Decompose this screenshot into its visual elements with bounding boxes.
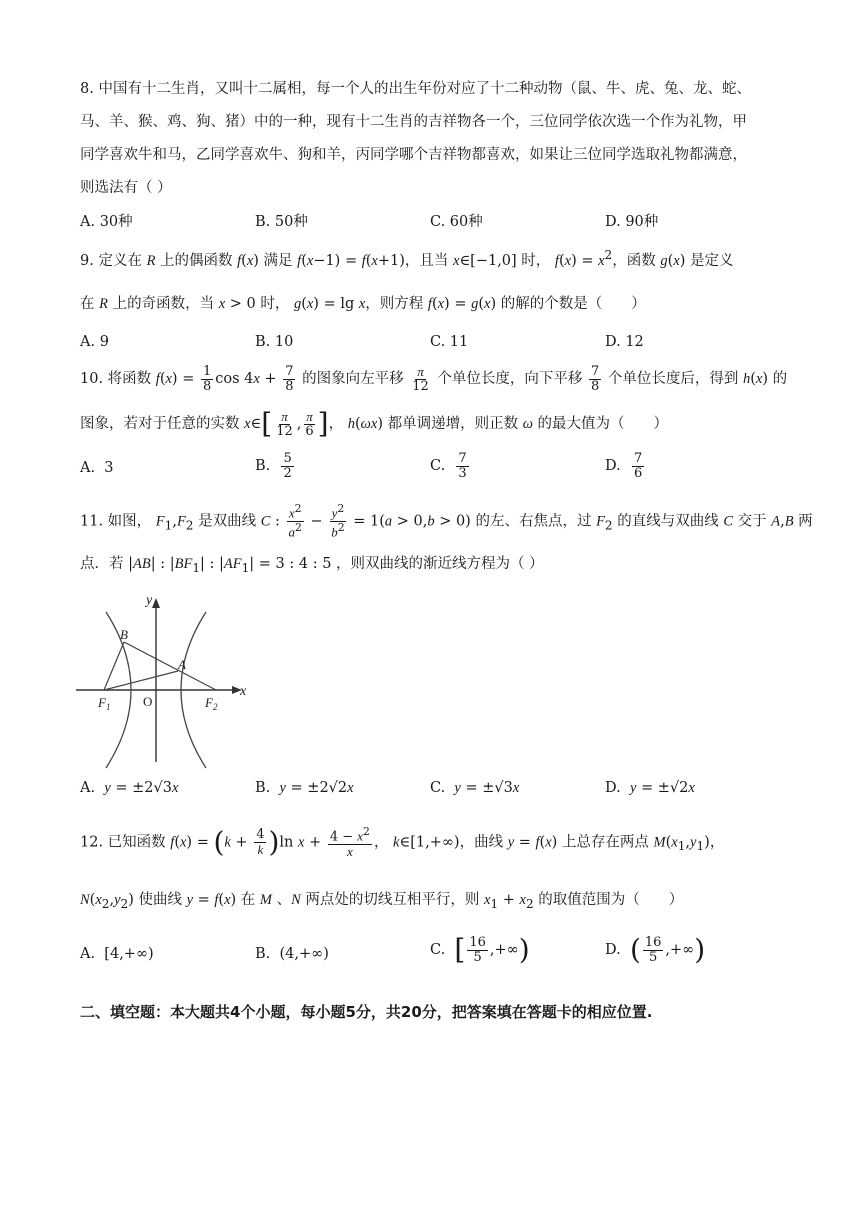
q9-option-a: A. 9: [80, 334, 109, 350]
q11-line-1: 11. 如图， $F_1,F_2$ 是双曲线 C : $\frac{x^2}{a^2}$ − $\frac{y^2}{b^2}$ = 1(a > 0,b > 0) 的左、右焦点，过 $F_2$ 的直线与双曲线 C 交于 A,B 两: [80, 502, 813, 540]
q11-option-b: B. y = ±2√2x: [255, 780, 354, 796]
line-f1-b: [104, 642, 124, 690]
q11-option-a: A. y = ±2√3x: [80, 780, 179, 796]
q8-option-a: A. 30种: [80, 214, 133, 230]
q10-option-d: D. $\frac{7}{6}$: [605, 451, 643, 481]
q9-option-b: B. 10: [255, 334, 294, 350]
q10-line-1: 10. 将函数 f(x) = $\frac{1}{8}$ cos 4x + $\frac{7}{8}$ 的图象向左平移 $\frac{\pi}{12}$ 个单位长度，向下平移 $\frac{7}{8}$ 个单位长度后，得到 h(x) 的: [80, 364, 788, 394]
q11-option-c: C. y = ±√3x: [430, 780, 520, 796]
q8-line-3: 同学喜欢牛和马，乙同学喜欢牛、狗和羊，丙同学哪个吉祥物都喜欢，如果让三位同学选取礼物都满意，: [80, 147, 747, 163]
section-2-heading: 二、填空题：本大题共4个小题，每小题5分，共20分，把答案填在答题卡的相应位置.: [80, 1003, 653, 1021]
q10-line-2: 图象，若对于任意的实数 x∈[ $\frac{\pi}{12}$ , $\frac{\pi}{6}$ ]， h(ωx) 都单调递增，则正数 ω 的最大值为（ ）: [80, 407, 669, 441]
q8-option-d: D. 90种: [605, 214, 659, 230]
label-x: x: [240, 684, 247, 699]
label-o: O: [143, 694, 153, 709]
q9-option-c: C. 11: [430, 334, 469, 350]
label-f2: $F_2$: [205, 695, 218, 712]
q8-line-1: 8. 中国有十二生肖，又叫十二属相，每一个人的出生年份对应了十二种动物（鼠、牛、虎、兔、龙、蛇、: [80, 81, 751, 97]
q10-option-b: B. $\frac{5}{2}$: [255, 451, 292, 481]
q12-line-2: $N(x_2,y_2)$ 使曲线 y = f(x) 在 M 、N 两点处的切线互相平行，则 $x_1 + x_2$ 的取值范围为（ ）: [80, 892, 684, 911]
label-b: B: [120, 627, 128, 642]
label-a: A: [178, 657, 186, 672]
q9-option-d: D. 12: [605, 334, 644, 350]
q8-line-2: 马、羊、猴、鸡、狗、猪）中的一种，现有十二生肖的吉祥物各一个，三位同学依次选一个作为礼物，甲: [80, 114, 747, 130]
hyperbola-figure: [74, 590, 254, 770]
y-axis-arrow: [152, 598, 160, 608]
q10-option-a: A. 3: [80, 460, 114, 476]
q9-line-2: 在 R 上的奇函数，当 x > 0 时， g(x) = lg x，则方程 f(x) = g(x) 的解的个数是（ ）: [80, 296, 646, 312]
label-y: y: [146, 593, 153, 608]
q8-line-4: 则选法有（ ）: [80, 180, 172, 196]
line-f1-a: [104, 671, 178, 690]
q12-option-c: C. [ $\frac{16}{5}$ ,+∞): [430, 933, 530, 967]
q11-option-d: D. y = ±√2x: [605, 780, 695, 796]
q8-option-b: B. 50种: [255, 214, 308, 230]
q12-option-a: A. [4,+∞): [80, 946, 154, 962]
q12-option-b: B. (4,+∞): [255, 946, 329, 962]
q11-line-2: 点．若 |AB| : $|BF_1|$ : $|AF_1| = 3$ : 4 : 5 ，则双曲线的渐近线方程为（ ）: [80, 556, 544, 575]
label-f1: $F_1$: [98, 695, 111, 712]
q8-option-c: C. 60种: [430, 214, 483, 230]
q10-option-c: C. $\frac{7}{3}$: [430, 451, 467, 481]
line-b-f2: [124, 642, 216, 690]
q9-line-1: 9. 定义在 R 上的偶函数 f(x) 满足 f(x−1) = f(x+1)，且当 x∈[−1,0] 时， $f(x) = x^2$，函数 g(x) 是定义: [80, 248, 734, 269]
q12-option-d: D. ( $\frac{16}{5}$ ,+∞): [605, 933, 706, 967]
q12-line-1: 12. 已知函数 f(x) = (k + $\frac{4}{k}$ )ln x + $\frac{4 - x^2}{x}$ ， k∈[1,+∞)，曲线 y = f(x) 上总存在两点 $M(x_1,y_1)$，: [80, 825, 725, 859]
